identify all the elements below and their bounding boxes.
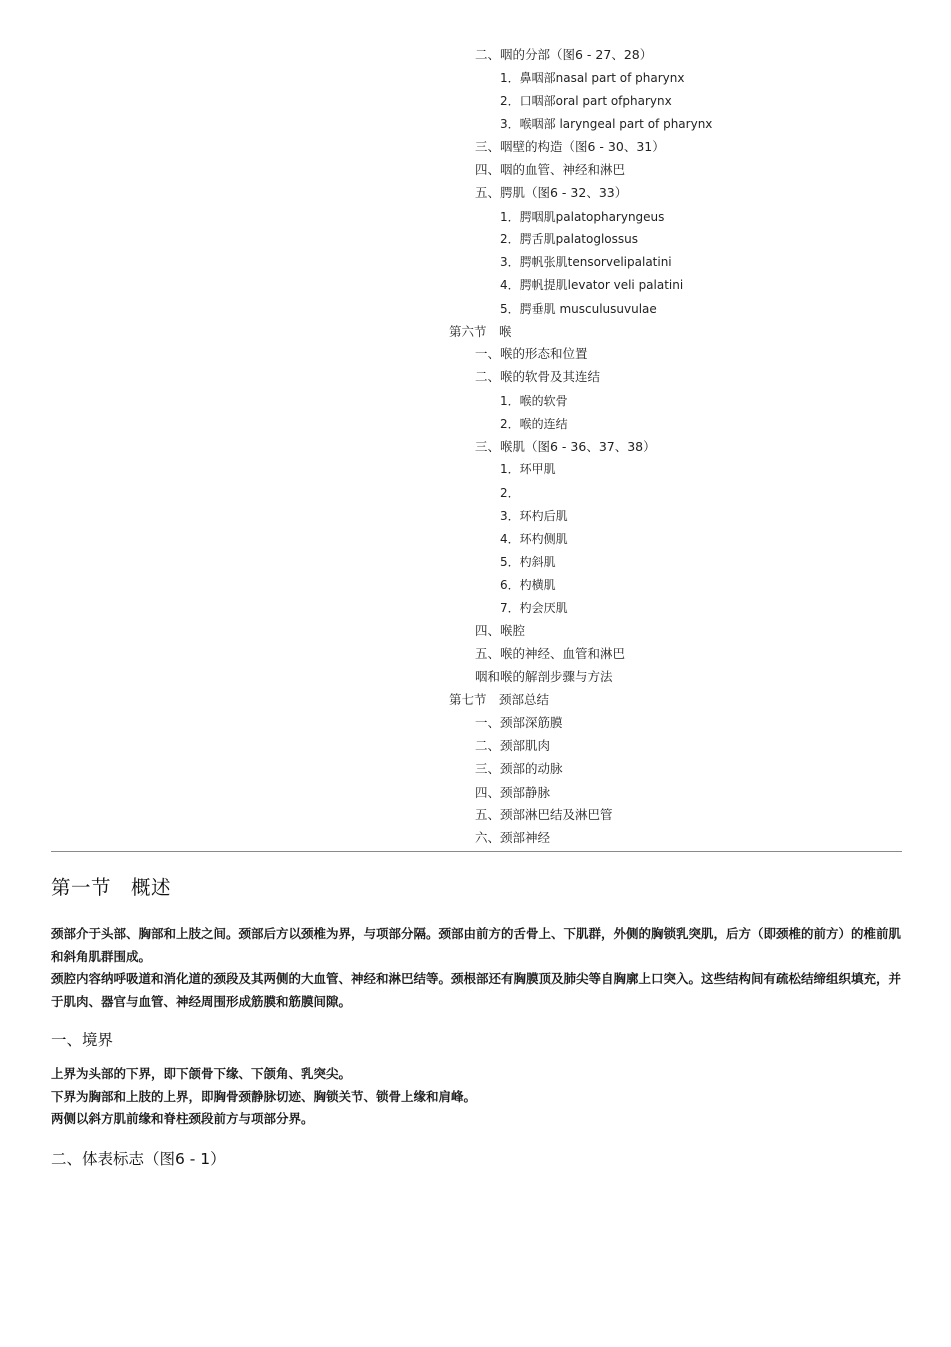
toc-item: 1．鼻咽部nasal part of pharynx [500,71,685,85]
toc-item: 7．杓会厌肌 [500,601,568,615]
toc-item: 6．杓横肌 [500,578,556,592]
toc-item: 二、颈部肌肉 [475,738,551,753]
section-divider [51,851,902,852]
toc-item: 三、颈部的动脉 [475,761,563,776]
toc-item: 一、颈部深筋膜 [475,715,563,730]
overview-paragraph-1: 颈部介于头部、胸部和上肢之间。颈部后方以颈椎为界，与项部分隔。颈部由前方的舌骨上、下肌群，外侧的胸锁乳突肌，后方（即颈椎的前方）的椎前肌和斜角肌群围成。 [51,926,902,964]
toc-item: 三、咽壁的构造（图6 - 30、31） [475,139,665,154]
boundary-line: 上界为头部的下界，即下颌骨下缘、下颌角、乳突尖。 [51,1066,352,1081]
toc-item: 1．腭咽肌palatopharyngeus [500,210,665,224]
toc-item: 3．喉咽部 laryngeal part of pharynx [500,117,713,131]
landmarks-heading: 二、体表标志（图6 - 1） [51,1150,226,1168]
toc-item: 三、喉肌（图6 - 36、37、38） [475,439,656,454]
toc-item: 4．环杓侧肌 [500,532,568,546]
toc-item: 2．口咽部oral part ofpharynx [500,94,672,108]
toc-item: 四、咽的血管、神经和淋巴 [475,162,626,177]
toc-item: 一、喉的形态和位置 [475,346,588,361]
toc-item: 3．环杓后肌 [500,509,568,523]
boundary-line: 两侧以斜方肌前缘和脊柱颈段前方与项部分界。 [51,1111,314,1126]
toc-item: 4．腭帆提肌levator veli palatini [500,278,684,292]
toc-chapter: 第七节 颈部总结 [449,692,550,707]
toc-item: 六、颈部神经 [475,830,551,845]
toc-item: 3．腭帆张肌tensorvelipalatini [500,255,672,269]
toc-item: 四、喉腔 [475,623,526,638]
toc-item: 四、颈部静脉 [475,785,551,800]
toc-item: 五、颈部淋巴结及淋巴管 [475,807,613,822]
boundary-line: 下界为胸部和上肢的上界，即胸骨颈静脉切迹、胸锁关节、锁骨上缘和肩峰。 [51,1089,477,1104]
toc-item: 五、腭肌（图6 - 32、33） [475,185,628,200]
toc-item: 5．腭垂肌 musculusuvulae [500,302,657,316]
toc-item: 1．环甲肌 [500,462,556,476]
toc-item: 二、喉的软骨及其连结 [475,369,601,384]
toc-item: 5．杓斜肌 [500,555,556,569]
toc-chapter: 第六节 喉 [449,324,512,339]
toc-item: 2． [500,486,520,500]
overview-paragraph-2: 颈腔内容纳呼吸道和消化道的颈段及其两侧的大血管、神经和淋巴结等。颈根部还有胸膜顶及肺尖等自胸廓上口突入。这些结构间有疏松结缔组织填充，并于肌肉、器官与血管、神经周围形成筋膜和筋膜间隙。 [51,971,902,1009]
toc-item: 咽和喉的解剖步骤与方法 [475,669,613,684]
toc-item: 1．喉的软骨 [500,394,568,408]
toc-item: 五、喉的神经、血管和淋巴 [475,646,626,661]
toc-item: 2．喉的连结 [500,417,568,431]
boundary-heading: 一、境界 [51,1031,114,1049]
toc-item: 二、咽的分部（图6 - 27、28） [475,47,653,62]
section-title: 第一节 概述 [51,876,172,899]
toc-item: 2．腭舌肌palatoglossus [500,232,638,246]
